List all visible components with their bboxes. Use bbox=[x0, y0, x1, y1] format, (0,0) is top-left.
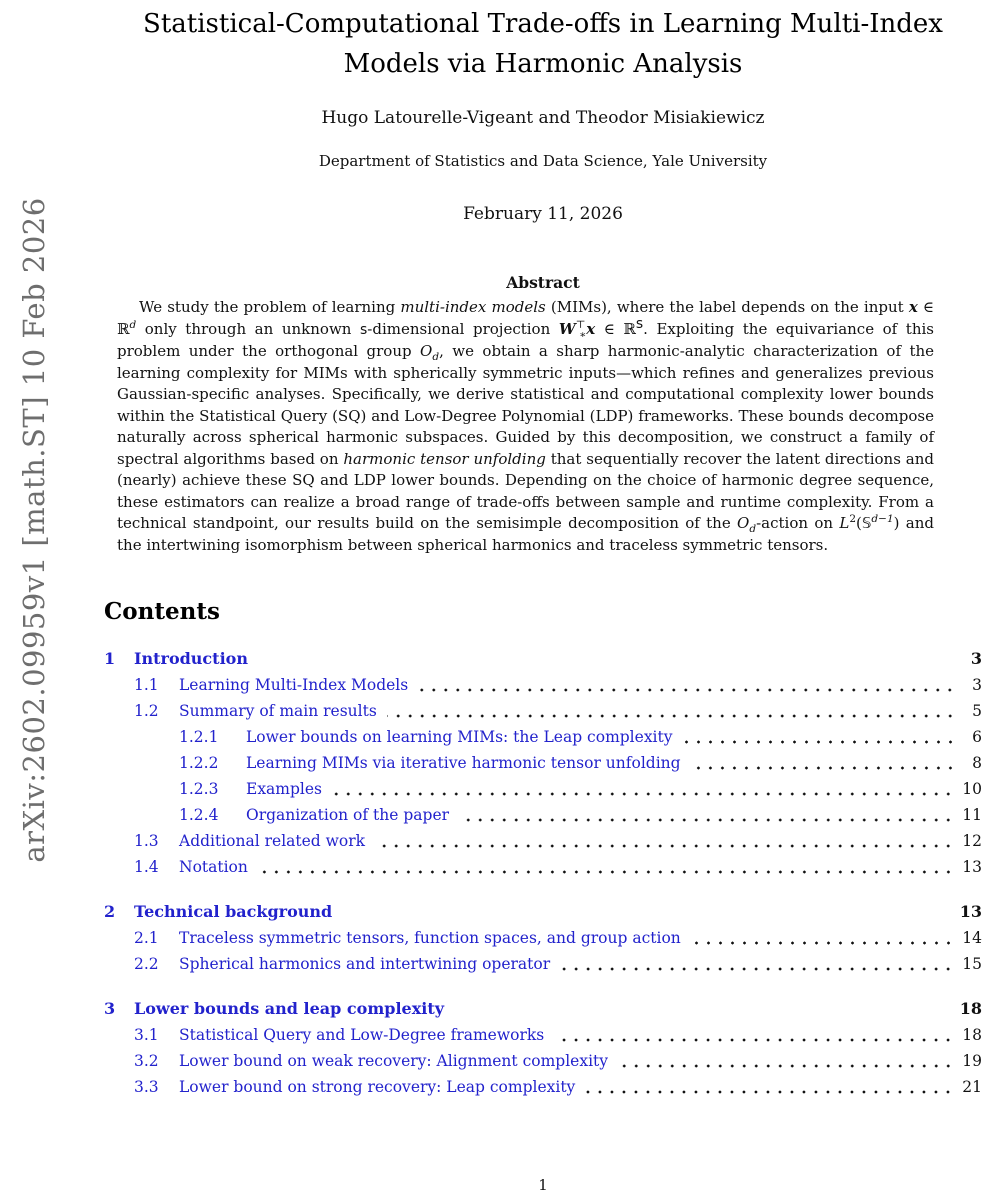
toc-entry-page: 10 bbox=[962, 780, 982, 798]
toc-section-link[interactable] bbox=[104, 646, 982, 672]
toc-entry-number: 1.2.4 bbox=[179, 806, 219, 824]
toc-entry-number: 2 bbox=[104, 902, 116, 921]
abstract-text bbox=[117, 297, 934, 556]
toc-dot-leader bbox=[585, 1074, 954, 1100]
abstract-segment: ∗ bbox=[579, 328, 587, 341]
authors: Hugo Latourelle-Vigeant and Theodor Misiakiewicz bbox=[321, 108, 765, 128]
toc-entry-number: 3 bbox=[104, 999, 116, 1018]
abstract-segment: ∈ ℝ bbox=[595, 319, 636, 338]
toc-dot-leader bbox=[387, 698, 956, 724]
abstract-segment: . Exploiting the equivariance of this problem under the orthogonal group bbox=[117, 319, 934, 360]
toc-entry-page: 5 bbox=[972, 702, 982, 720]
toc-entry-link[interactable] bbox=[179, 776, 982, 802]
toc-entry-number: 1.2.2 bbox=[179, 754, 219, 772]
toc-entry-page: 21 bbox=[962, 1078, 982, 1096]
page-number: 1 bbox=[538, 1176, 548, 1194]
toc-entry-link[interactable] bbox=[179, 724, 982, 750]
toc-entry-page: 14 bbox=[962, 929, 982, 947]
abstract-segment: x bbox=[586, 319, 596, 338]
toc-entry-page: 3 bbox=[970, 649, 982, 668]
abstract-segment: d bbox=[749, 523, 757, 535]
toc-entry-page: 12 bbox=[962, 832, 982, 850]
toc-entry-title: Statistical Query and Low-Degree frameworks bbox=[179, 1026, 545, 1044]
toc-entry-page: 6 bbox=[972, 728, 982, 746]
affiliation: Department of Statistics and Data Science, Yale University bbox=[318, 152, 768, 170]
toc-entry-number: 2.1 bbox=[134, 929, 159, 947]
toc-entry-title: Summary of main results bbox=[179, 702, 377, 720]
toc-dot-leader bbox=[560, 951, 954, 977]
toc-entry-link[interactable] bbox=[134, 951, 982, 977]
abstract-segment: -action on bbox=[756, 514, 840, 532]
toc-entry-page: 18 bbox=[959, 999, 982, 1018]
abstract-segment: ) and the intertwining isomorphism between spherical harmonics and traceless symmetric tensors. bbox=[117, 514, 935, 554]
toc-entry-page: 13 bbox=[959, 902, 982, 921]
toc-entry-number: 1.2.1 bbox=[179, 728, 219, 746]
toc-entry-title: Lower bounds on learning MIMs: the Leap complexity bbox=[246, 728, 673, 746]
toc-entry-link[interactable] bbox=[134, 672, 982, 698]
abstract-segment: 𝕊 bbox=[861, 514, 872, 532]
toc-entry-number: 1.3 bbox=[134, 832, 159, 850]
abstract-segment: harmonic tensor unfolding bbox=[343, 449, 546, 468]
toc-entry-number: 2.2 bbox=[134, 955, 159, 973]
toc-entry-page: 15 bbox=[962, 955, 982, 973]
toc-entry-title: Traceless symmetric tensors, function spaces, and group action bbox=[179, 929, 681, 947]
paper-date: February 11, 2026 bbox=[463, 204, 623, 224]
abstract-segment: that sequentially recover the latent directions and (nearly) achieve these SQ and LDP lower bounds. Depending on the choice of harmonic degree sequence, these estimators can realize a broad range of trade-offs between sample and runtime complexity. From a technical standpoint, our results build on the semisimple decomposition of the bbox=[117, 449, 934, 532]
page-footer bbox=[104, 1176, 982, 1194]
toc-entry-title: Learning MIMs via iterative harmonic tensor unfolding bbox=[246, 754, 681, 772]
toc-dot-leader bbox=[683, 724, 957, 750]
toc-entry-link[interactable] bbox=[134, 698, 982, 724]
abstract-segment: d bbox=[129, 318, 137, 331]
toc-entry-number: 3.2 bbox=[134, 1052, 159, 1070]
toc-entry-link[interactable] bbox=[179, 750, 982, 776]
toc-entry-number: 3.3 bbox=[134, 1078, 159, 1096]
toc-dot-leader bbox=[332, 776, 954, 802]
abstract-segment: only through an unknown bbox=[136, 319, 361, 338]
abstract-segment: , we obtain a sharp harmonic-analytic characterization of the learning complexity for MIMs with spherically symmetric inputs—which refines and generalizes previous Gaussian-specific analyses. Specifically, we derive statistical and computational complexity lower bounds within the Statistical Query (SQ) and Low-Degree Polynomial (LDP) frameworks. These bounds decompose naturally across spherical harmonic subspaces. Guided by this decomposition, we construct a family of spectral algorithms based on bbox=[117, 342, 935, 468]
abstract-segment: (MIMs), where the label depends on the input bbox=[545, 298, 909, 316]
paper-title-line1: Statistical-Computational Trade-offs in Learning Multi-Index bbox=[143, 9, 943, 39]
toc-entry-title: Technical background bbox=[134, 902, 333, 921]
toc-entry-link[interactable] bbox=[134, 1022, 982, 1048]
toc-entry-number: 1 bbox=[104, 649, 116, 668]
abstract-segment: ⊤ bbox=[575, 318, 586, 331]
toc-entry-title: Learning Multi-Index Models bbox=[179, 676, 409, 694]
toc-entry-number: 1.2.3 bbox=[179, 780, 219, 798]
abstract-segment: multi-index models bbox=[400, 298, 546, 316]
toc-section-link[interactable] bbox=[104, 996, 982, 1022]
abstract-segment: -dimensional projection bbox=[367, 319, 559, 338]
toc-entry-number: 1.1 bbox=[134, 676, 159, 694]
toc-entry-number: 1.4 bbox=[134, 858, 159, 876]
toc-dot-leader bbox=[459, 802, 954, 828]
abstract-segment: x bbox=[908, 298, 918, 316]
toc-entry-page: 13 bbox=[962, 858, 982, 876]
toc-entry-link[interactable] bbox=[179, 802, 982, 828]
toc-dot-leader bbox=[618, 1048, 954, 1074]
toc-section-link[interactable] bbox=[104, 899, 982, 925]
toc-entry-title: Lower bound on strong recovery: Leap complexity bbox=[179, 1078, 576, 1096]
toc-entry-page: 19 bbox=[962, 1052, 982, 1070]
toc-dot-leader bbox=[691, 750, 956, 776]
toc-dot-leader bbox=[691, 925, 955, 951]
toc-entry-title: Notation bbox=[179, 858, 248, 876]
toc-entry-page: 3 bbox=[972, 676, 982, 694]
toc-dot-leader bbox=[258, 854, 954, 880]
toc-dot-leader bbox=[375, 828, 954, 854]
toc-entry-title: Spherical harmonics and intertwining operator bbox=[179, 955, 551, 973]
toc-dot-leader bbox=[554, 1022, 954, 1048]
abstract-segment: ( bbox=[856, 514, 862, 532]
toc-entry-link[interactable] bbox=[134, 1074, 982, 1100]
paper-header bbox=[104, 0, 982, 224]
abstract-segment: ∈ ℝ bbox=[117, 298, 935, 338]
contents-heading: Contents bbox=[104, 598, 220, 625]
toc-entry-title: Lower bound on weak recovery: Alignment complexity bbox=[179, 1052, 609, 1070]
abstract-body bbox=[117, 297, 934, 556]
paper-title bbox=[104, 0, 982, 84]
toc-entry-title: Introduction bbox=[134, 649, 248, 668]
toc-entry-title: Additional related work bbox=[179, 832, 366, 850]
abstract-segment: d bbox=[432, 351, 440, 363]
abstract-segment: s bbox=[360, 321, 368, 338]
toc-entry-link[interactable] bbox=[134, 1048, 982, 1074]
toc-dot-leader bbox=[418, 672, 956, 698]
paper-title-line2: Models via Harmonic Analysis bbox=[343, 49, 743, 79]
abstract-segment: We study the problem of learning bbox=[139, 298, 401, 316]
toc-entry-link[interactable] bbox=[134, 925, 982, 951]
toc-entry-page: 8 bbox=[972, 754, 982, 772]
abstract-segment: W bbox=[558, 319, 576, 338]
abstract-segment: O bbox=[420, 342, 433, 360]
toc-entry-number: 3.1 bbox=[134, 1026, 159, 1044]
toc-entry-page: 11 bbox=[962, 806, 982, 824]
arxiv-watermark: arXiv:2602.09959v1 [math.ST] 10 Feb 2026 bbox=[17, 197, 51, 863]
toc-entry-link[interactable] bbox=[134, 854, 982, 880]
toc-entry-title: Examples bbox=[246, 780, 323, 798]
toc-entry-page: 18 bbox=[962, 1026, 982, 1044]
toc-entry-title: Lower bounds and leap complexity bbox=[134, 999, 444, 1018]
abstract-segment: d−1 bbox=[871, 513, 894, 525]
abstract-heading: Abstract bbox=[506, 273, 580, 292]
toc-entry-link[interactable] bbox=[134, 828, 982, 854]
abstract-segment: L bbox=[839, 514, 850, 532]
toc-entry-title: Organization of the paper bbox=[246, 806, 450, 824]
abstract-segment: s bbox=[635, 315, 644, 332]
table-of-contents bbox=[104, 646, 982, 1100]
abstract-segment: O bbox=[737, 514, 750, 532]
abstract-segment: 2 bbox=[849, 513, 857, 525]
page-content bbox=[104, 0, 982, 1100]
toc-entry-number: 1.2 bbox=[134, 702, 159, 720]
